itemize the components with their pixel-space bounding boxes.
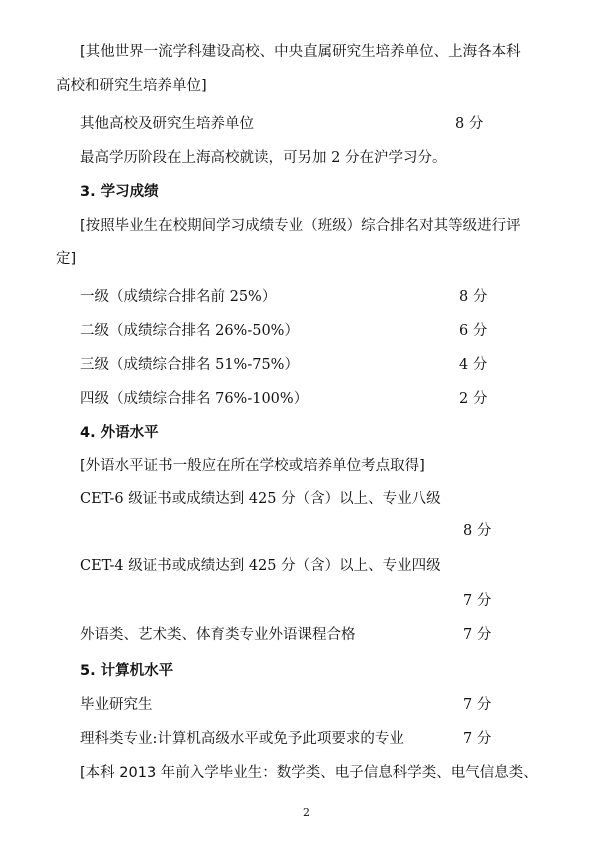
points-grade-level-1: 8 分 bbox=[459, 289, 488, 305]
points-cet4: 7 分 bbox=[463, 593, 492, 609]
undergrad-2013-note: [本科 2013 年前入学毕业生：数学类、电子信息科学类、电气信息类、 bbox=[80, 765, 538, 781]
grade-level-3: 三级（成绩综合排名 51%-75%） bbox=[80, 357, 299, 373]
ranking-note-line-2: 定] bbox=[56, 251, 77, 267]
points-grade-level-3: 4 分 bbox=[459, 357, 488, 373]
bracket-note-line-2: 高校和研究生培养单位] bbox=[56, 78, 207, 94]
points-science-majors: 7 分 bbox=[463, 731, 492, 747]
section-heading-academic-performance: 3. 学习成绩 bbox=[80, 184, 159, 200]
ranking-note-line-1: [按照毕业生在校期间学习成绩专业（班级）综合排名对其等级进行评 bbox=[80, 218, 521, 234]
section-heading-computer-skills: 5. 计算机水平 bbox=[80, 663, 174, 679]
grade-level-4: 四级（成绩综合排名 76%-100%） bbox=[80, 391, 309, 407]
section-heading-foreign-language: 4. 外语水平 bbox=[80, 425, 159, 441]
page-number: 2 bbox=[303, 806, 310, 819]
points-other-universities: 8 分 bbox=[455, 116, 484, 132]
foreign-language-note: [外语水平证书一般应在所在学校或培养单位考点取得] bbox=[80, 458, 425, 474]
bracket-note-line-1: [其他世界一流学科建设高校、中央直属研究生培养单位、上海各本科 bbox=[80, 44, 521, 60]
shanghai-bonus-note: 最高学历阶段在上海高校就读，可另加 2 分在沪学习分。 bbox=[80, 150, 447, 166]
points-grade-level-2: 6 分 bbox=[459, 323, 488, 339]
grade-level-1: 一级（成绩综合排名前 25%） bbox=[80, 289, 277, 305]
points-grade-level-4: 2 分 bbox=[459, 391, 488, 407]
points-cet6: 8 分 bbox=[463, 523, 492, 539]
points-graduate-students: 7 分 bbox=[463, 697, 492, 713]
points-language-course: 7 分 bbox=[463, 627, 492, 643]
grade-level-2: 二级（成绩综合排名 26%-50%） bbox=[80, 323, 299, 339]
item-cet6: CET-6 级证书或成绩达到 425 分（含）以上、专业八级 bbox=[80, 491, 441, 507]
item-science-majors: 理科类专业:计算机高级水平或免予此项要求的专业 bbox=[80, 731, 404, 747]
item-graduate-students: 毕业研究生 bbox=[80, 697, 153, 713]
item-other-universities: 其他高校及研究生培养单位 bbox=[80, 116, 254, 132]
item-cet4: CET-4 级证书或成绩达到 425 分（含）以上、专业四级 bbox=[80, 558, 441, 574]
item-language-course: 外语类、艺术类、体育类专业外语课程合格 bbox=[80, 627, 356, 643]
